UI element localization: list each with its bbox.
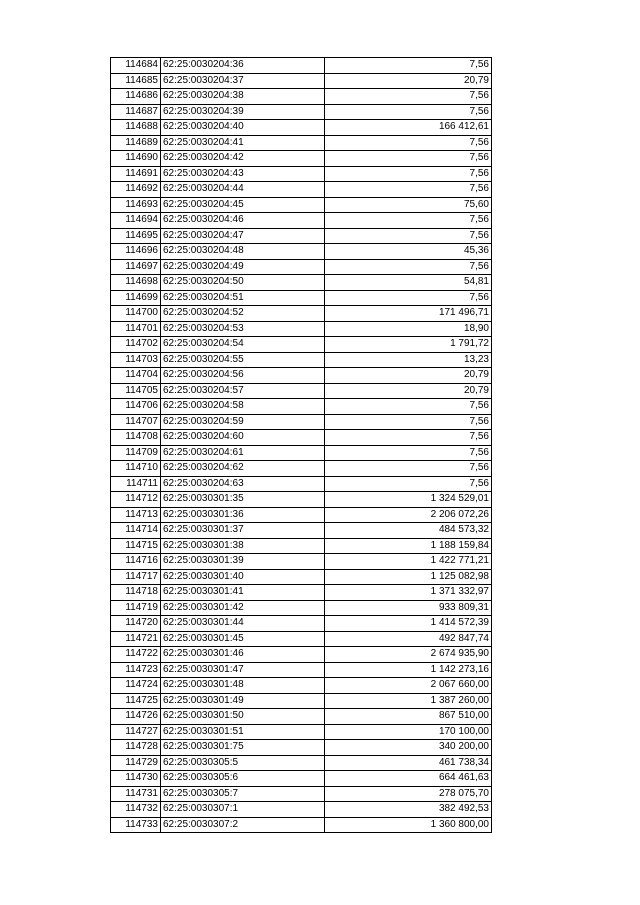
value-cell: 170 100,00 [325,724,492,740]
value-cell: 18,90 [325,321,492,337]
value-cell: 492 847,74 [325,631,492,647]
value-cell: 45,36 [325,244,492,260]
value-cell: 340 200,00 [325,740,492,756]
value-cell: 7,56 [325,476,492,492]
row-number-cell: 114715 [111,538,161,554]
cadastral-number-cell: 62:25:0030301:45 [161,631,325,647]
cadastral-number-cell: 62:25:0030204:55 [161,352,325,368]
table-row [111,600,492,616]
table-row [111,554,492,570]
value-cell: 933 809,31 [325,600,492,616]
table-row [111,166,492,182]
row-number-cell: 114731 [111,786,161,802]
table-row [111,569,492,585]
cadastral-number-cell: 62:25:0030301:47 [161,662,325,678]
table-row [111,58,492,74]
row-number-cell: 114721 [111,631,161,647]
value-cell: 278 075,70 [325,786,492,802]
cadastral-number-cell: 62:25:0030204:46 [161,213,325,229]
cadastral-number-cell: 62:25:0030305:6 [161,771,325,787]
value-cell: 664 461,63 [325,771,492,787]
value-cell: 2 067 660,00 [325,678,492,694]
table-row [111,244,492,260]
cadastral-number-cell: 62:25:0030307:1 [161,802,325,818]
value-cell: 382 492,53 [325,802,492,818]
value-cell: 20,79 [325,368,492,384]
row-number-cell: 114718 [111,585,161,601]
value-cell: 1 142 273,16 [325,662,492,678]
value-cell: 1 387 260,00 [325,693,492,709]
cadastral-number-cell: 62:25:0030305:5 [161,755,325,771]
cadastral-number-cell: 62:25:0030301:40 [161,569,325,585]
value-cell: 2 674 935,90 [325,647,492,663]
table-row [111,786,492,802]
table-row [111,368,492,384]
table-row [111,414,492,430]
cadastral-number-cell: 62:25:0030204:63 [161,476,325,492]
value-cell: 7,56 [325,414,492,430]
row-number-cell: 114722 [111,647,161,663]
row-number-cell: 114685 [111,73,161,89]
value-cell: 54,81 [325,275,492,291]
cadastral-number-cell: 62:25:0030204:60 [161,430,325,446]
row-number-cell: 114719 [111,600,161,616]
table-row [111,306,492,322]
cadastral-number-cell: 62:25:0030301:42 [161,600,325,616]
row-number-cell: 114690 [111,151,161,167]
table-row [111,151,492,167]
table-row [111,755,492,771]
row-number-cell: 114693 [111,197,161,213]
cadastral-number-cell: 62:25:0030204:39 [161,104,325,120]
cadastral-number-cell: 62:25:0030305:7 [161,786,325,802]
cadastral-number-cell: 62:25:0030204:61 [161,445,325,461]
cadastral-number-cell: 62:25:0030204:44 [161,182,325,198]
table-row [111,275,492,291]
table-row [111,492,492,508]
cadastral-number-cell: 62:25:0030204:38 [161,89,325,105]
cadastral-number-cell: 62:25:0030204:45 [161,197,325,213]
table-row [111,461,492,477]
cadastral-number-cell: 62:25:0030301:75 [161,740,325,756]
row-number-cell: 114701 [111,321,161,337]
table-row [111,709,492,725]
cadastral-number-cell: 62:25:0030301:51 [161,724,325,740]
cadastral-number-cell: 62:25:0030307:2 [161,817,325,833]
table-row [111,89,492,105]
table-row [111,213,492,229]
table-row [111,104,492,120]
value-cell: 1 414 572,39 [325,616,492,632]
row-number-cell: 114717 [111,569,161,585]
table-row [111,228,492,244]
row-number-cell: 114695 [111,228,161,244]
row-number-cell: 114696 [111,244,161,260]
value-cell: 7,56 [325,430,492,446]
table-row [111,399,492,415]
value-cell: 7,56 [325,166,492,182]
table-row [111,383,492,399]
cadastral-number-cell: 62:25:0030204:59 [161,414,325,430]
value-cell: 1 371 332,97 [325,585,492,601]
value-cell: 13,23 [325,352,492,368]
row-number-cell: 114713 [111,507,161,523]
cadastral-number-cell: 62:25:0030204:37 [161,73,325,89]
table-row [111,662,492,678]
cadastral-number-cell: 62:25:0030204:47 [161,228,325,244]
value-cell: 7,56 [325,445,492,461]
row-number-cell: 114691 [111,166,161,182]
table-row [111,678,492,694]
table-row [111,523,492,539]
value-cell: 171 496,71 [325,306,492,322]
row-number-cell: 114733 [111,817,161,833]
value-cell: 7,56 [325,58,492,74]
value-cell: 461 738,34 [325,755,492,771]
table-row [111,321,492,337]
row-number-cell: 114700 [111,306,161,322]
table-row [111,73,492,89]
row-number-cell: 114711 [111,476,161,492]
value-cell: 7,56 [325,182,492,198]
cadastral-number-cell: 62:25:0030204:57 [161,383,325,399]
cadastral-number-cell: 62:25:0030301:48 [161,678,325,694]
row-number-cell: 114709 [111,445,161,461]
value-cell: 1 422 771,21 [325,554,492,570]
row-number-cell: 114714 [111,523,161,539]
row-number-cell: 114708 [111,430,161,446]
cadastral-number-cell: 62:25:0030204:62 [161,461,325,477]
cadastral-number-cell: 62:25:0030301:46 [161,647,325,663]
row-number-cell: 114707 [111,414,161,430]
table-row [111,631,492,647]
cadastral-number-cell: 62:25:0030204:52 [161,306,325,322]
table-row [111,197,492,213]
cadastral-number-cell: 62:25:0030301:38 [161,538,325,554]
table-row [111,445,492,461]
value-cell: 1 324 529,01 [325,492,492,508]
value-cell: 1 360 800,00 [325,817,492,833]
row-number-cell: 114694 [111,213,161,229]
value-cell: 7,56 [325,228,492,244]
table-row [111,120,492,136]
cadastral-number-cell: 62:25:0030301:50 [161,709,325,725]
table-row [111,290,492,306]
cadastral-number-cell: 62:25:0030204:50 [161,275,325,291]
cadastral-number-cell: 62:25:0030204:51 [161,290,325,306]
cadastral-number-cell: 62:25:0030301:37 [161,523,325,539]
cadastral-number-cell: 62:25:0030204:36 [161,58,325,74]
table-row [111,476,492,492]
value-cell: 20,79 [325,73,492,89]
row-number-cell: 114699 [111,290,161,306]
table-row [111,817,492,833]
table-row [111,585,492,601]
value-cell: 7,56 [325,135,492,151]
table-row [111,507,492,523]
value-cell: 867 510,00 [325,709,492,725]
value-cell: 7,56 [325,213,492,229]
row-number-cell: 114728 [111,740,161,756]
row-number-cell: 114723 [111,662,161,678]
value-cell: 7,56 [325,104,492,120]
row-number-cell: 114705 [111,383,161,399]
row-number-cell: 114732 [111,802,161,818]
row-number-cell: 114698 [111,275,161,291]
table-body [111,58,492,833]
row-number-cell: 114703 [111,352,161,368]
value-cell: 7,56 [325,89,492,105]
cadastral-number-cell: 62:25:0030301:39 [161,554,325,570]
table-row [111,430,492,446]
value-cell: 7,56 [325,461,492,477]
value-cell: 75,60 [325,197,492,213]
table-row [111,693,492,709]
table-row [111,259,492,275]
row-number-cell: 114727 [111,724,161,740]
table-row [111,771,492,787]
table-row [111,616,492,632]
cadastral-number-cell: 62:25:0030204:56 [161,368,325,384]
row-number-cell: 114697 [111,259,161,275]
table-row [111,182,492,198]
row-number-cell: 114730 [111,771,161,787]
value-cell: 7,56 [325,259,492,275]
value-cell: 1 791,72 [325,337,492,353]
row-number-cell: 114689 [111,135,161,151]
table-row [111,135,492,151]
value-cell: 2 206 072,26 [325,507,492,523]
cadastral-number-cell: 62:25:0030204:43 [161,166,325,182]
row-number-cell: 114686 [111,89,161,105]
row-number-cell: 114684 [111,58,161,74]
table-row [111,740,492,756]
row-number-cell: 114704 [111,368,161,384]
row-number-cell: 114702 [111,337,161,353]
value-cell: 7,56 [325,151,492,167]
cadastral-number-cell: 62:25:0030204:40 [161,120,325,136]
cadastral-number-cell: 62:25:0030301:44 [161,616,325,632]
cadastral-number-cell: 62:25:0030204:48 [161,244,325,260]
row-number-cell: 114688 [111,120,161,136]
value-cell: 1 125 082,98 [325,569,492,585]
table-row [111,538,492,554]
cadastral-number-cell: 62:25:0030301:41 [161,585,325,601]
row-number-cell: 114724 [111,678,161,694]
row-number-cell: 114692 [111,182,161,198]
cadastral-number-cell: 62:25:0030204:54 [161,337,325,353]
value-cell: 7,56 [325,290,492,306]
cadastral-number-cell: 62:25:0030204:42 [161,151,325,167]
value-cell: 20,79 [325,383,492,399]
table-row [111,647,492,663]
value-cell: 1 188 159,84 [325,538,492,554]
cadastral-number-cell: 62:25:0030301:36 [161,507,325,523]
table-row [111,352,492,368]
row-number-cell: 114687 [111,104,161,120]
cadastral-number-cell: 62:25:0030204:49 [161,259,325,275]
value-cell: 7,56 [325,399,492,415]
data-table [110,57,492,833]
row-number-cell: 114729 [111,755,161,771]
row-number-cell: 114726 [111,709,161,725]
value-cell: 166 412,61 [325,120,492,136]
row-number-cell: 114716 [111,554,161,570]
value-cell: 484 573,32 [325,523,492,539]
row-number-cell: 114712 [111,492,161,508]
table-row [111,802,492,818]
row-number-cell: 114720 [111,616,161,632]
table-row [111,337,492,353]
row-number-cell: 114706 [111,399,161,415]
cadastral-number-cell: 62:25:0030301:49 [161,693,325,709]
cadastral-number-cell: 62:25:0030301:35 [161,492,325,508]
row-number-cell: 114710 [111,461,161,477]
cadastral-number-cell: 62:25:0030204:58 [161,399,325,415]
cadastral-number-cell: 62:25:0030204:53 [161,321,325,337]
row-number-cell: 114725 [111,693,161,709]
cadastral-number-cell: 62:25:0030204:41 [161,135,325,151]
table-row [111,724,492,740]
